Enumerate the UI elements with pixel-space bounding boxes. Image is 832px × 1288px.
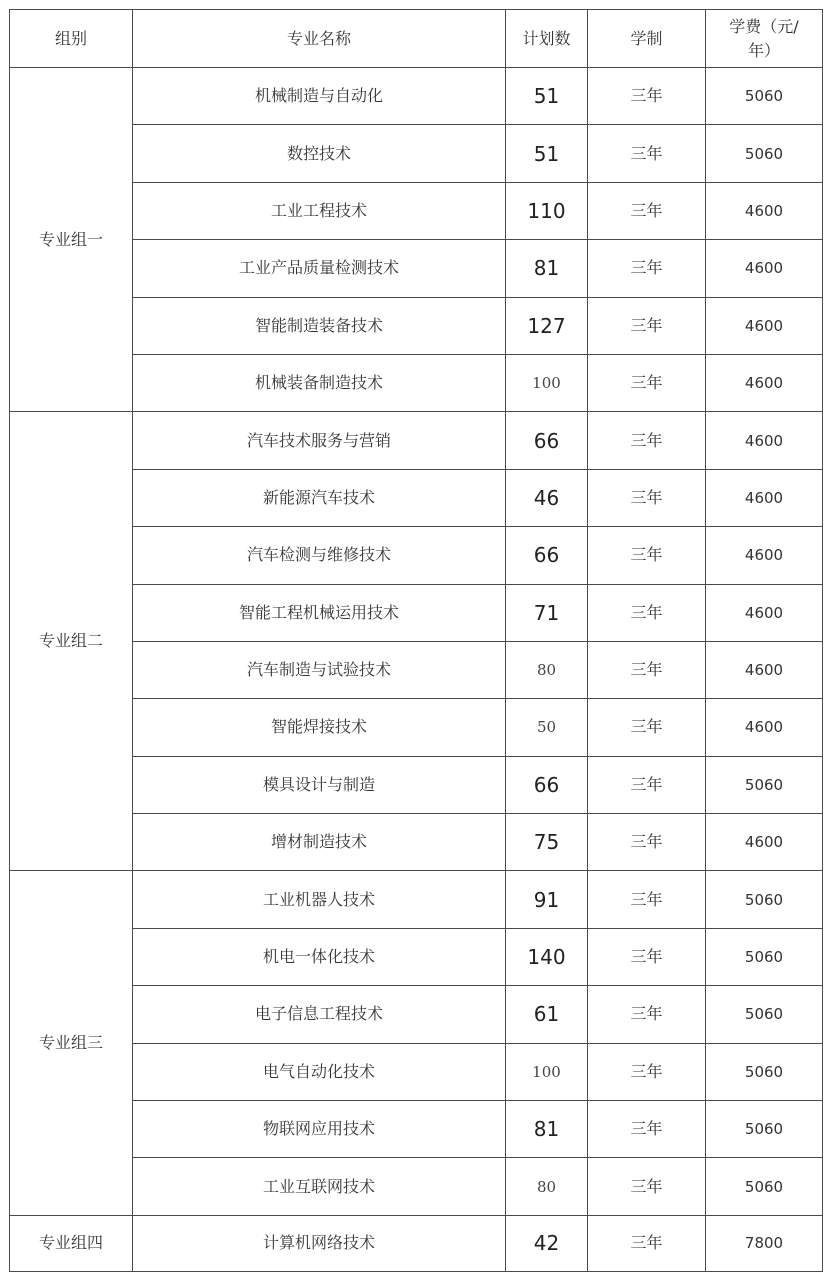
plan-count-cell: 66 [506, 756, 588, 813]
header-plan: 计划数 [506, 10, 588, 68]
table-row [10, 871, 823, 928]
study-years-cell: 三年 [588, 240, 706, 297]
tuition-fee-cell: 4600 [706, 182, 823, 239]
study-years-cell: 三年 [588, 125, 706, 182]
header-group: 组别 [10, 10, 133, 68]
study-years-cell: 三年 [588, 1158, 706, 1215]
table-body [10, 68, 823, 1272]
tuition-fee-cell: 4600 [706, 354, 823, 411]
tuition-fee-cell: 5060 [706, 1101, 823, 1158]
tuition-fee-cell: 4600 [706, 641, 823, 698]
table-row [10, 412, 823, 469]
major-name-cell: 电子信息工程技术 [133, 986, 506, 1043]
tuition-fee-cell: 4600 [706, 584, 823, 641]
plan-count-cell: 71 [506, 584, 588, 641]
study-years-cell: 三年 [588, 469, 706, 526]
tuition-fee-cell: 5060 [706, 1158, 823, 1215]
plan-count-cell: 81 [506, 1101, 588, 1158]
tuition-fee-cell: 5060 [706, 68, 823, 125]
study-years-cell: 三年 [588, 1043, 706, 1100]
study-years-cell: 三年 [588, 527, 706, 584]
major-name-cell: 智能制造装备技术 [133, 297, 506, 354]
study-years-cell: 三年 [588, 584, 706, 641]
tuition-fee-cell: 5060 [706, 928, 823, 985]
major-name-cell: 工业工程技术 [133, 182, 506, 239]
study-years-cell: 三年 [588, 354, 706, 411]
tuition-fee-cell: 4600 [706, 699, 823, 756]
study-years-cell: 三年 [588, 1215, 706, 1271]
plan-count-cell: 66 [506, 412, 588, 469]
major-name-cell: 工业机器人技术 [133, 871, 506, 928]
major-name-cell: 汽车制造与试验技术 [133, 641, 506, 698]
study-years-cell: 三年 [588, 871, 706, 928]
plan-count-cell: 140 [506, 928, 588, 985]
plan-count-cell: 61 [506, 986, 588, 1043]
major-name-cell: 数控技术 [133, 125, 506, 182]
plan-count-cell: 51 [506, 125, 588, 182]
tuition-fee-cell: 4600 [706, 240, 823, 297]
plan-count-cell: 91 [506, 871, 588, 928]
plan-count-cell: 80 [506, 1158, 588, 1215]
major-name-cell: 工业产品质量检测技术 [133, 240, 506, 297]
tuition-fee-cell: 5060 [706, 871, 823, 928]
study-years-cell: 三年 [588, 182, 706, 239]
plan-count-cell: 51 [506, 68, 588, 125]
study-years-cell: 三年 [588, 68, 706, 125]
enrollment-plan-table-wrapper [9, 9, 823, 1272]
major-name-cell: 模具设计与制造 [133, 756, 506, 813]
header-fee-line1: 学费（元/ [729, 16, 799, 36]
plan-count-cell: 100 [506, 354, 588, 411]
study-years-cell: 三年 [588, 928, 706, 985]
plan-count-cell: 100 [506, 1043, 588, 1100]
plan-count-cell: 110 [506, 182, 588, 239]
tuition-fee-cell: 5060 [706, 986, 823, 1043]
tuition-fee-cell: 5060 [706, 1043, 823, 1100]
plan-count-cell: 42 [506, 1215, 588, 1271]
table-row [10, 68, 823, 125]
study-years-cell: 三年 [588, 641, 706, 698]
major-name-cell: 智能焊接技术 [133, 699, 506, 756]
tuition-fee-cell: 4600 [706, 527, 823, 584]
major-name-cell: 智能工程机械运用技术 [133, 584, 506, 641]
plan-count-cell: 46 [506, 469, 588, 526]
study-years-cell: 三年 [588, 699, 706, 756]
plan-count-cell: 75 [506, 814, 588, 871]
study-years-cell: 三年 [588, 814, 706, 871]
study-years-cell: 三年 [588, 756, 706, 813]
major-name-cell: 机械装备制造技术 [133, 354, 506, 411]
major-name-cell: 新能源汽车技术 [133, 469, 506, 526]
header-major: 专业名称 [133, 10, 506, 68]
group-name-cell: 专业组四 [10, 1215, 133, 1271]
tuition-fee-cell: 5060 [706, 756, 823, 813]
study-years-cell: 三年 [588, 297, 706, 354]
tuition-fee-cell: 4600 [706, 814, 823, 871]
header-fee-line2: 年） [747, 40, 780, 60]
tuition-fee-cell: 4600 [706, 469, 823, 526]
group-name-cell: 专业组二 [10, 412, 133, 871]
tuition-fee-cell: 7800 [706, 1215, 823, 1271]
tuition-fee-cell: 4600 [706, 412, 823, 469]
table-row [10, 1215, 823, 1271]
enrollment-plan-table [9, 9, 823, 1272]
major-name-cell: 机械制造与自动化 [133, 68, 506, 125]
major-name-cell: 计算机网络技术 [133, 1215, 506, 1271]
major-name-cell: 机电一体化技术 [133, 928, 506, 985]
study-years-cell: 三年 [588, 412, 706, 469]
major-name-cell: 工业互联网技术 [133, 1158, 506, 1215]
major-name-cell: 汽车技术服务与营销 [133, 412, 506, 469]
major-name-cell: 物联网应用技术 [133, 1101, 506, 1158]
group-name-cell: 专业组一 [10, 68, 133, 412]
study-years-cell: 三年 [588, 986, 706, 1043]
study-years-cell: 三年 [588, 1101, 706, 1158]
plan-count-cell: 127 [506, 297, 588, 354]
major-name-cell: 汽车检测与维修技术 [133, 527, 506, 584]
tuition-fee-cell: 5060 [706, 125, 823, 182]
tuition-fee-cell: 4600 [706, 297, 823, 354]
major-name-cell: 电气自动化技术 [133, 1043, 506, 1100]
plan-count-cell: 50 [506, 699, 588, 756]
header-years: 学制 [588, 10, 706, 68]
group-name-cell: 专业组三 [10, 871, 133, 1215]
plan-count-cell: 81 [506, 240, 588, 297]
plan-count-cell: 80 [506, 641, 588, 698]
table-header-row [10, 10, 823, 68]
plan-count-cell: 66 [506, 527, 588, 584]
header-fee [706, 10, 823, 68]
major-name-cell: 增材制造技术 [133, 814, 506, 871]
